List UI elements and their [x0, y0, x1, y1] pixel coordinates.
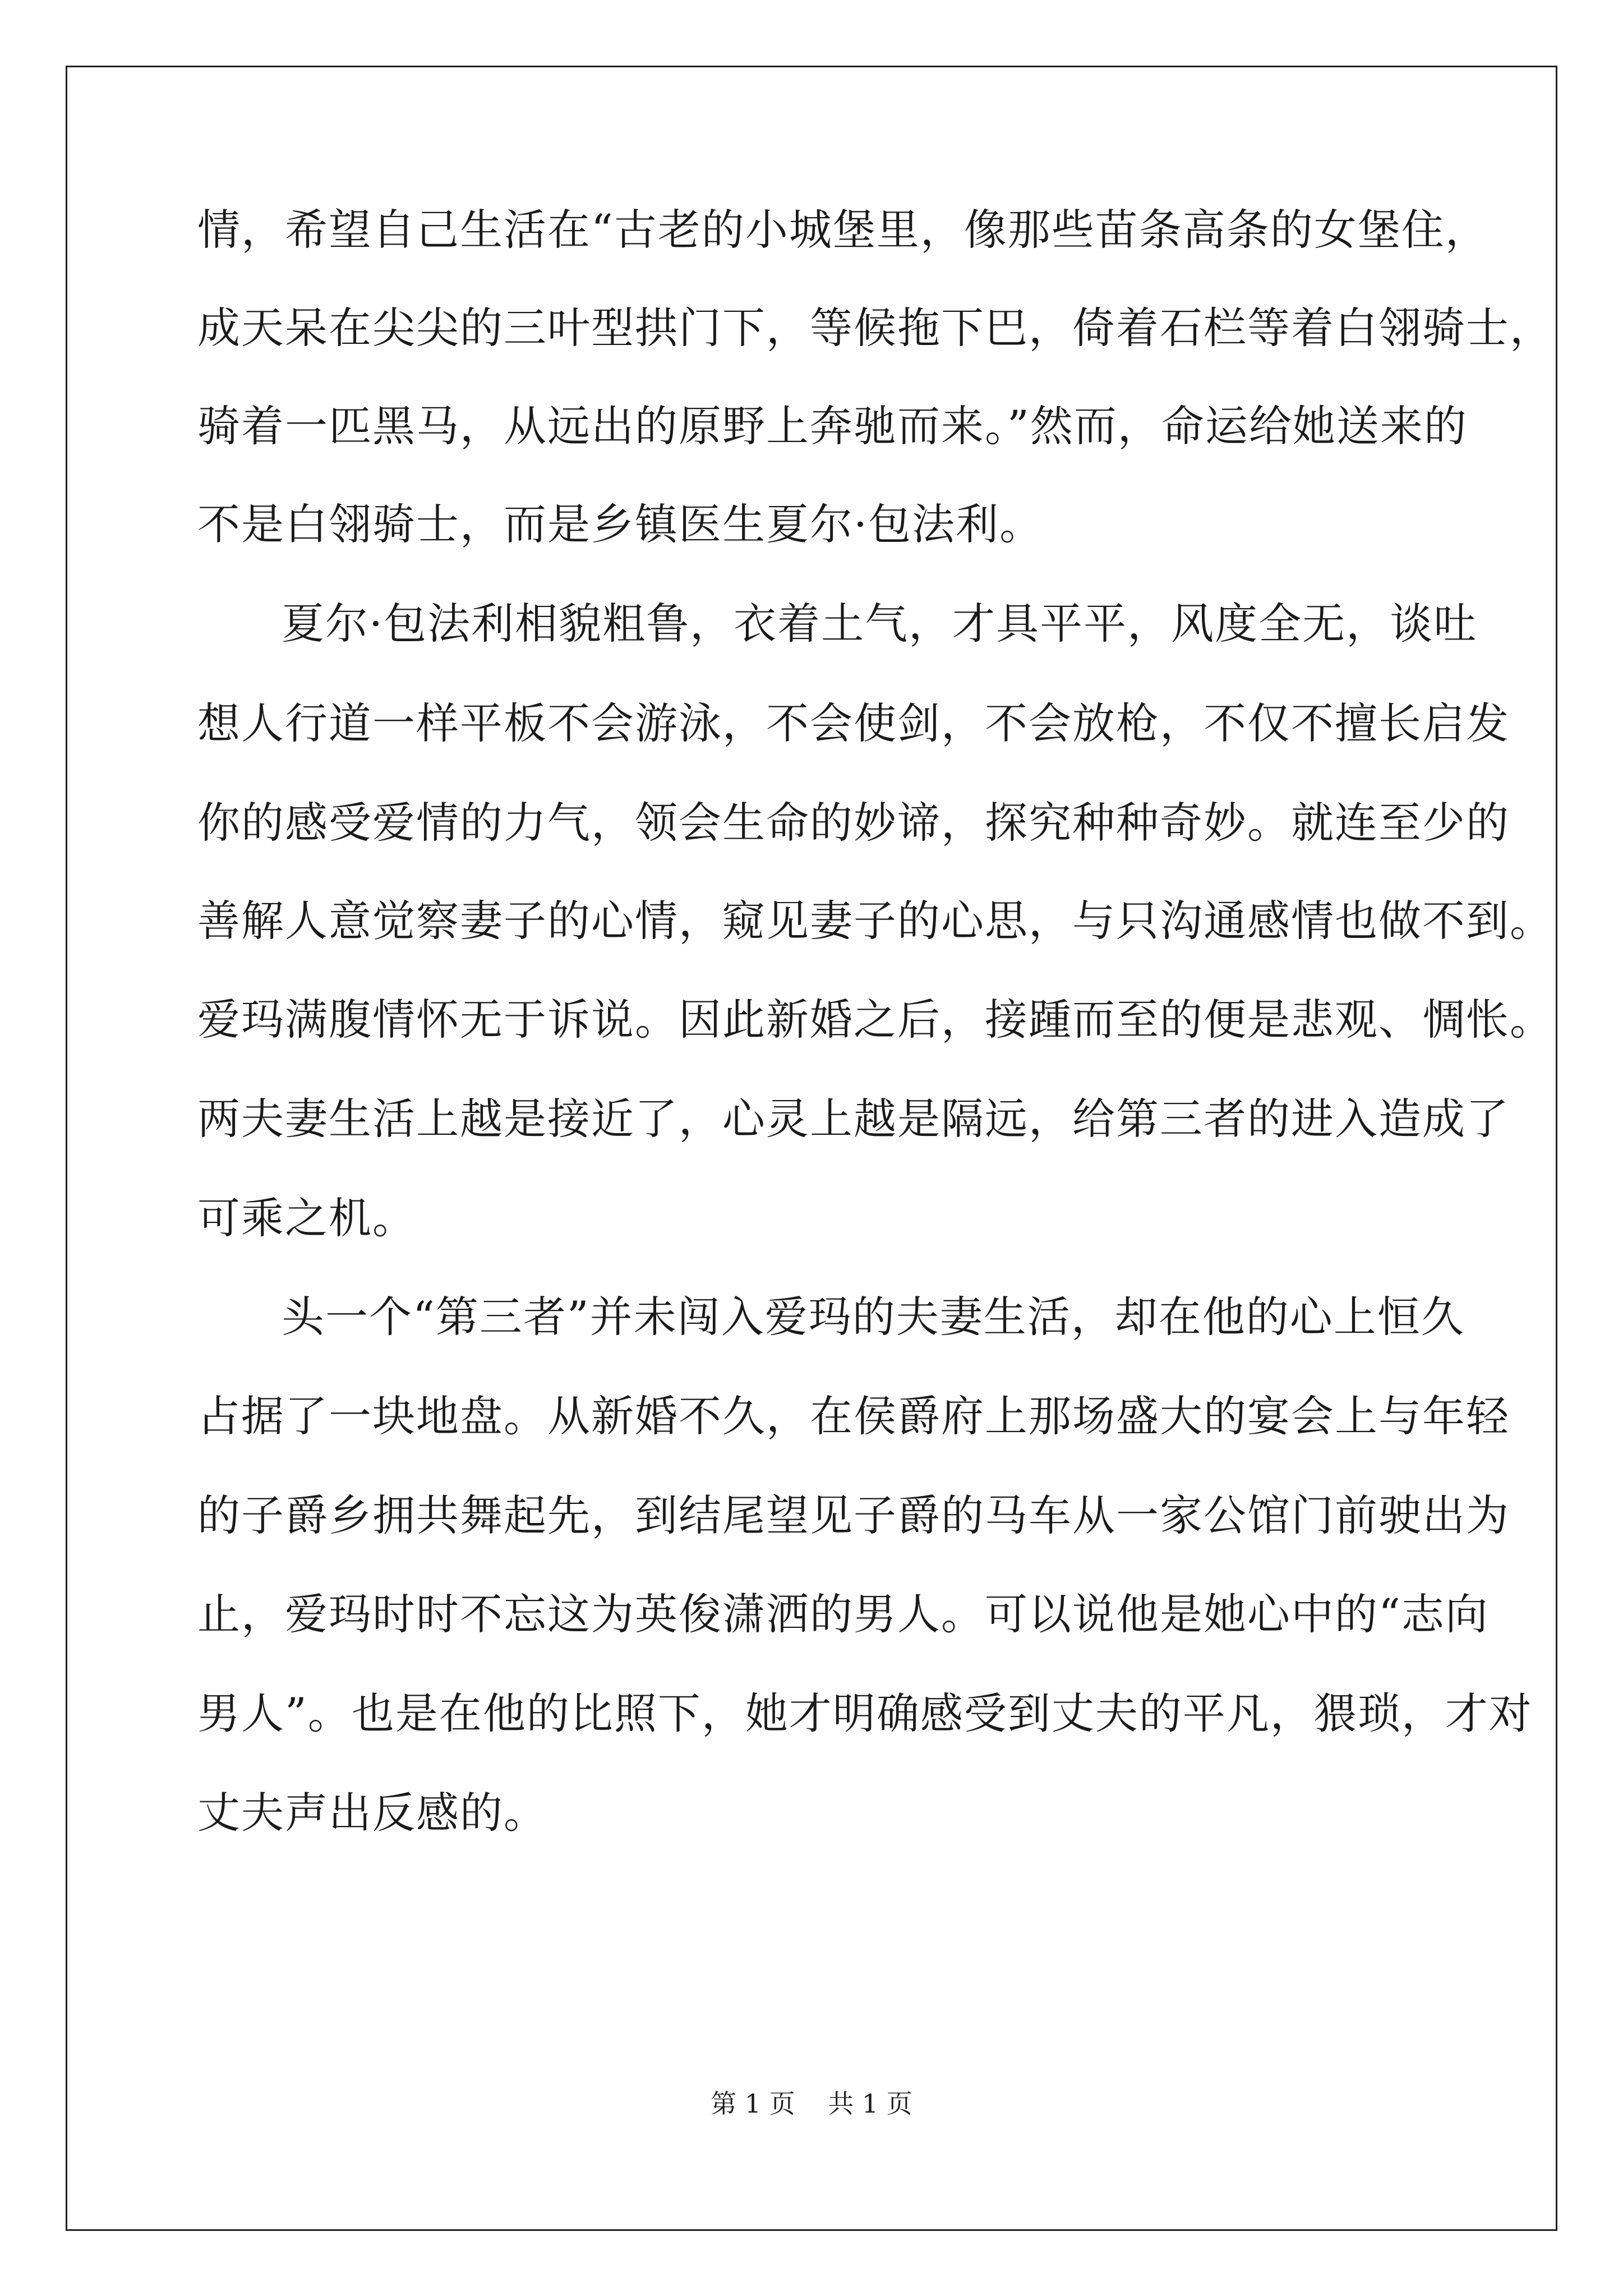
text-line: 情，希望自己生活在“古老的小城堡里，像那些苗条高条的女堡住， [197, 205, 1489, 255]
text-line: 爱玛满腹情怀无于诉说。因此新婚之后，接踵而至的便是悲观、惆怅。 [197, 995, 1553, 1045]
text-line: 止，爱玛时时不忘这为英俊潇洒的男人。可以说他是她心中的“志向 [197, 1589, 1489, 1639]
text-line: 不是白翎骑士，而是乡镇医生夏尔·包法利。 [197, 499, 1044, 549]
text-line: 成天呆在尖尖的三叶型拱门下，等候拖下巴，倚着石栏等着白翎骑士， [197, 303, 1553, 353]
text-line: 两夫妻生活上越是接近了，心灵上越是隔远，给第三者的进入造成了 [197, 1094, 1510, 1144]
page-number-label: 第 1 页 共 1 页 [711, 2088, 912, 2119]
paragraph-first-line: 夏尔·包法利相貌粗鲁，衣着土气，才具平平，风度全无，谈吐 [282, 599, 1478, 648]
text-line: 丈夫声出反感的。 [197, 1788, 547, 1838]
page-footer [0, 2087, 1623, 2120]
text-line: 男人”。也是在他的比照下，她才明确感受到丈夫的平凡，猥琐，才对 [197, 1688, 1533, 1738]
text-line: 占据了一块地盘。从新婚不久，在侯爵府上那场盛大的宴会上与年轻 [197, 1391, 1510, 1441]
text-line: 想人行道一样平板不会游泳，不会使剑，不会放枪，不仅不擅长启发 [197, 698, 1510, 748]
text-line: 的子爵乡拥共舞起先，到结尾望见子爵的马车从一家公馆门前驶出为 [197, 1490, 1510, 1540]
text-line: 骑着一匹黑马，从远出的原野上奔驰而来。”然而，命运给她送来的 [197, 401, 1468, 451]
text-line: 善解人意觉察妻子的心情，窥见妻子的心思，与只沟通感情也做不到。 [197, 896, 1553, 946]
paragraph-first-line: 头一个“第三者”并未闯入爱玛的夫妻生活，却在他的心上恒久 [282, 1292, 1465, 1342]
text-line: 可乘之机。 [197, 1193, 416, 1243]
text-line: 你的感受爱情的力气，领会生命的妙谛，探究种种奇妙。就连至少的 [197, 798, 1510, 848]
